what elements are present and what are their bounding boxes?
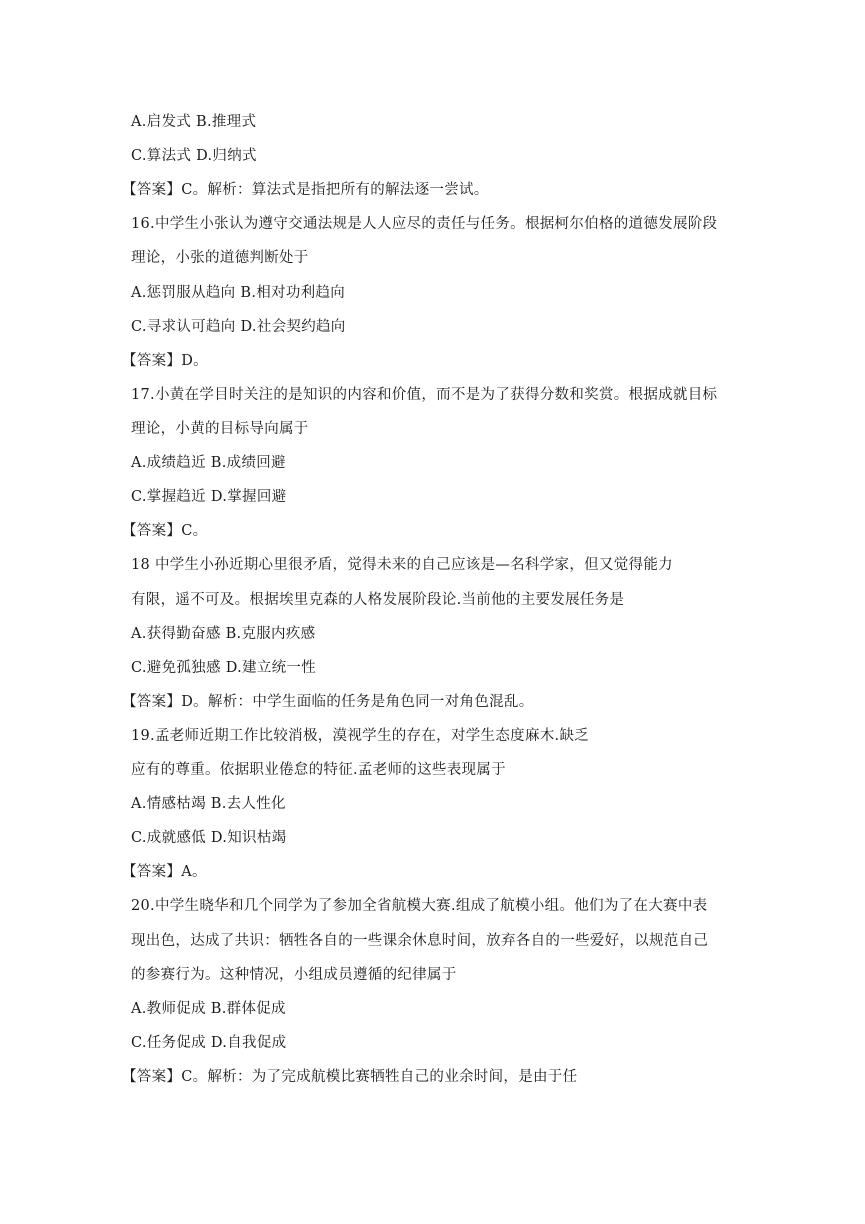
answer-line: 【答案】C。 <box>122 523 208 539</box>
question-line: 19.孟老师近期工作比较消极，漠视学生的存在，对学生态度麻木.缺乏 <box>131 728 590 744</box>
option-line: C.掌握趋近 D.掌握回避 <box>131 489 287 505</box>
option-line: A.情感枯竭 B.去人性化 <box>131 796 286 812</box>
question-line: 18 中学生小孙近期心里很矛盾，觉得未来的自己应该是—名科学家，但又觉得能力 <box>131 557 673 573</box>
question-line: 现出色，达成了共识：牺牲各自的一些课余休息时间，放弃各自的一些爱好，以规范自己 <box>131 933 709 949</box>
answer-line: 【答案】A。 <box>122 864 207 880</box>
option-line: C.算法式 D.归纳式 <box>131 148 257 164</box>
question-line: 的参赛行为。这种情况，小组成员遵循的纪律属于 <box>131 967 457 983</box>
option-line: A.启发式 B.推理式 <box>131 114 257 130</box>
option-line: A.成绩趋近 B.成绩回避 <box>131 455 286 471</box>
answer-line: 【答案】D。解析：中学生面临的任务是角色同一对角色混乱。 <box>122 694 534 710</box>
question-line: 20.中学生晓华和几个同学为了参加全省航模大赛.组成了航模小组。他们为了在大赛中表 <box>131 898 708 914</box>
answer-line: 【答案】C。解析：算法式是指把所有的解法逐一尝试。 <box>122 182 489 198</box>
question-line: 有限，遥不可及。根据埃里克森的人格发展阶段论.当前他的主要发展任务是 <box>131 592 625 608</box>
question-line: 应有的尊重。依据职业倦怠的特征.孟老师的这些表现属于 <box>131 762 506 778</box>
option-line: C.避免孤独感 D.建立统一性 <box>131 660 317 676</box>
option-line: C.成就感低 D.知识枯竭 <box>131 830 287 846</box>
answer-line: 【答案】D。 <box>122 353 208 369</box>
question-line: 理论，小黄的目标导向属于 <box>131 421 309 437</box>
option-line: A.获得勤奋感 B.克服内疚感 <box>131 626 316 642</box>
option-line: A.教师促成 B.群体促成 <box>131 1001 286 1017</box>
option-line: A.惩罚服从趋向 B.相对功利趋向 <box>131 285 346 301</box>
option-line: C.寻求认可趋向 D.社会契约趋向 <box>131 319 346 335</box>
option-line: C.任务促成 D.自我促成 <box>131 1035 287 1051</box>
answer-line: 【答案】C。解析：为了完成航模比赛牺牲自己的业余时间，是由于任 <box>122 1069 578 1085</box>
question-line: 理论，小张的道德判断处于 <box>131 250 309 266</box>
question-line: 17.小黄在学目时关注的是知识的内容和价值，而不是为了获得分数和奖赏。根据成就目标 <box>131 387 718 403</box>
question-line: 16.中学生小张认为遵守交通法规是人人应尽的责任与任务。根据柯尔伯格的道德发展阶段 <box>131 216 718 232</box>
